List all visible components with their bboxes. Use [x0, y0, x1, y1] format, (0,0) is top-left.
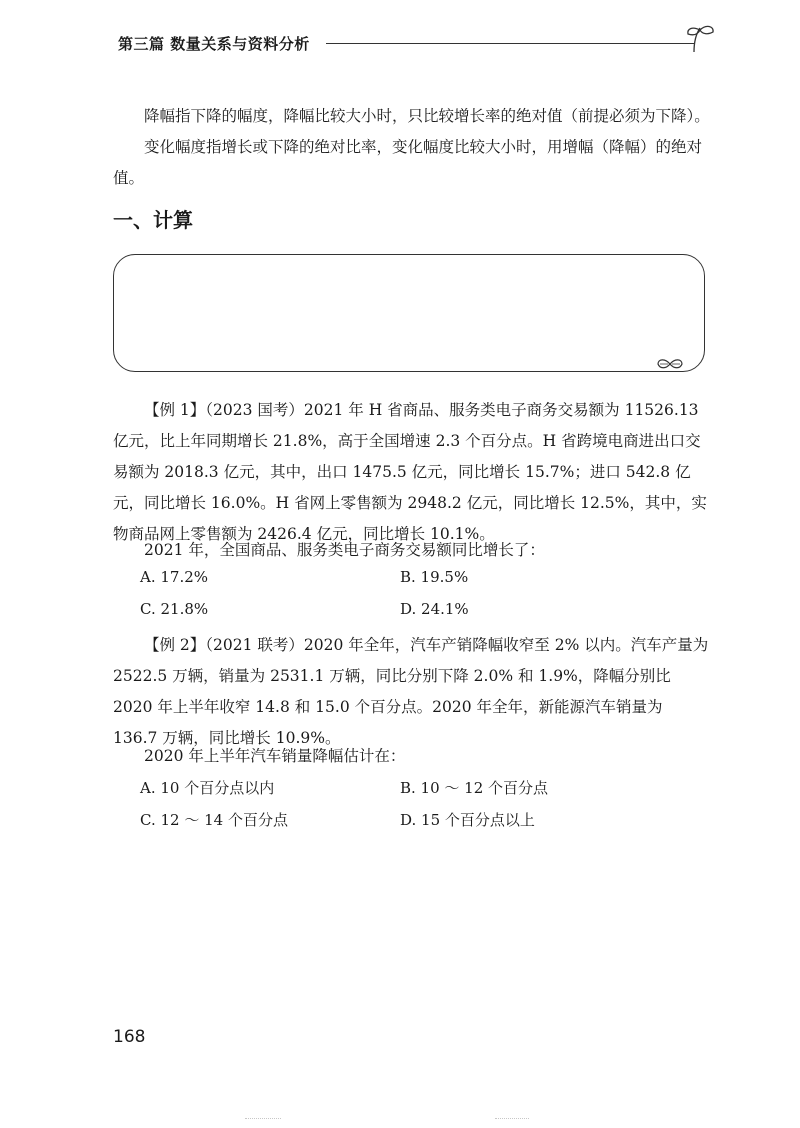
note-box — [113, 254, 705, 372]
option-d: D. 24.1% — [400, 600, 469, 618]
option-b: B. 19.5% — [400, 568, 469, 586]
example-2-text: 【例 2】（2021 联考）2020 年全年，汽车产销降幅收窄至 2% 以内。汽车产量为 2522.5 万辆，销量为 2531.1 万辆，同比分别下降 2.0% 和 1.9%，降幅分别比 2020 年上半年收窄 14.8 和 15.0 个百分点。2020 年全年，新能源汽车销量为 136.7 万辆，同比增长 10.9%。 — [113, 636, 709, 747]
scan-mark — [495, 1118, 529, 1119]
running-header — [118, 30, 718, 60]
example-1-options — [140, 561, 660, 625]
option-a: A. 17.2% — [140, 568, 209, 586]
option-a: A. 10 个百分点以内 — [140, 779, 275, 797]
option-c: C. 21.8% — [140, 600, 209, 618]
sprout-icon — [684, 24, 718, 54]
scan-mark — [245, 1118, 281, 1119]
example-2-question: 2020 年上半年汽车销量降幅估计在： — [144, 747, 406, 765]
example-1-question: 2021 年，全国商品、服务类电子商务交易额同比增长了： — [144, 541, 545, 559]
leaf-icon — [656, 357, 684, 371]
page-number: 168 — [113, 1027, 146, 1047]
option-b: B. 10 ～ 12 个百分点 — [400, 779, 549, 797]
example-1-text: 【例 1】（2023 国考）2021 年 H 省商品、服务类电子商务交易额为 11526.13 亿元，比上年同期增长 21.8%，高于全国增速 2.3 个百分点。H 省跨境电商进出口交易额为 2018.3 亿元，其中，出口 1475.5 亿元，同比增长 15.7%；进口 542.8 亿元，同比增长 16.0%。H 省网上零售额为 2948.2 亿元，同比增长 12.5%，其中，实物商品网上零售额为 2426.4 亿元，同比增长 10.1%。 — [113, 401, 707, 543]
chapter-label: 第三篇 数量关系与资料分析 — [118, 35, 310, 53]
example-2-options — [140, 772, 660, 836]
option-c: C. 12 ～ 14 个百分点 — [140, 811, 288, 829]
intro-paragraph-2: 变化幅度指增长或下降的绝对比率，变化幅度比较大小时，用增幅（降幅）的绝对值。 — [113, 138, 703, 187]
option-d: D. 15 个百分点以上 — [400, 811, 535, 829]
header-rule — [326, 43, 694, 44]
section-heading: 一、计算 — [113, 208, 193, 232]
intro-paragraph-1: 降幅指下降的幅度，降幅比较大小时，只比较增长率的绝对值（前提必须为下降）。 — [144, 107, 710, 125]
